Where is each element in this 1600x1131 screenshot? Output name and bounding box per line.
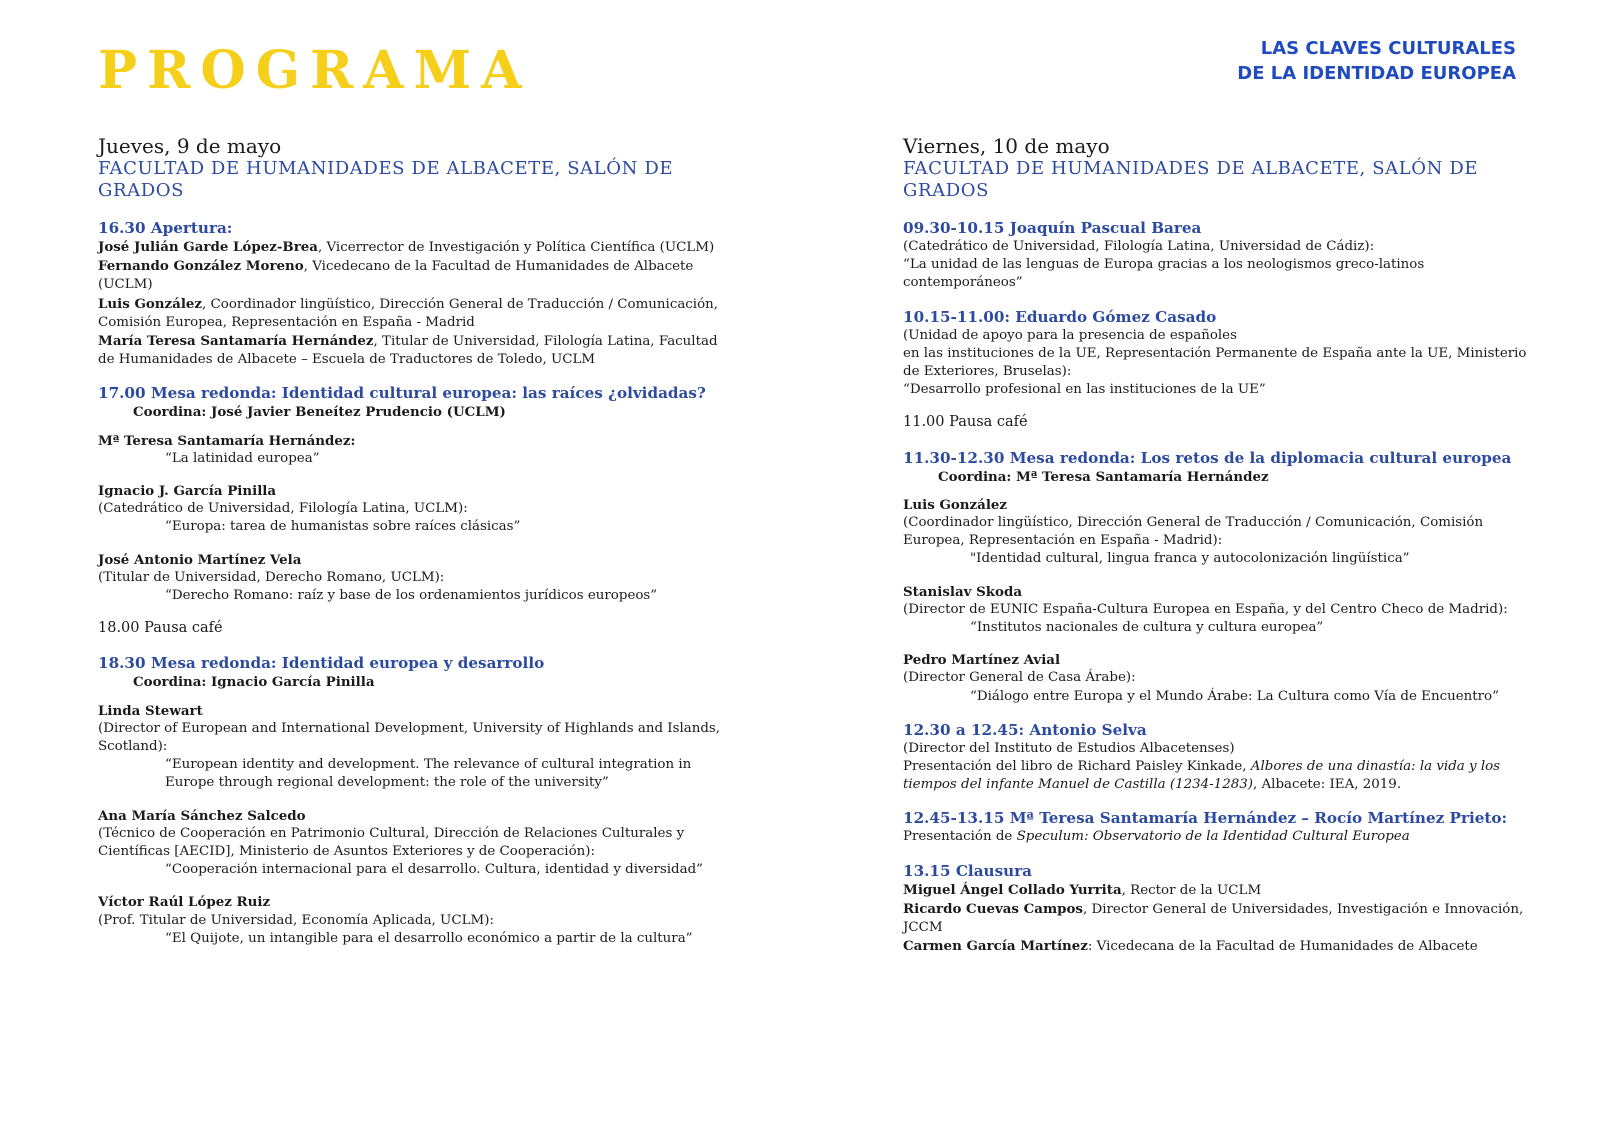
talk-title: “Institutos nacionales de cultura y cultura europea” xyxy=(970,620,1324,636)
speaker-affiliation: (Catedrático de Universidad, Filología Latina, Universidad de Cádiz): xyxy=(903,239,1375,254)
talk-item xyxy=(903,651,1538,706)
talk-title: “Europa: tarea de humanistas sobre raíces clásicas” xyxy=(165,519,521,535)
speaker-affiliation: (Director del Instituto de Estudios Albacetenses) xyxy=(903,740,1235,756)
talk-item xyxy=(98,482,738,537)
talk-item xyxy=(903,583,1538,638)
apertura-person xyxy=(98,332,738,369)
session-item xyxy=(903,307,1538,400)
mesa1-coordinator: Coordina: José Javier Beneítez Prudencio (UCLM) xyxy=(133,404,506,421)
session-item xyxy=(903,218,1538,293)
clausura-section xyxy=(903,861,1538,957)
work-title: Speculum: Observatorio de la Identidad Cultural Europea xyxy=(1016,829,1410,845)
talk-title: “La latinidad europea” xyxy=(165,450,320,466)
apertura-person xyxy=(98,257,738,294)
talk-title: “Desarrollo profesional en las instituciones de la UE” xyxy=(903,382,1266,398)
speaker-affiliation: (Coordinador lingüístico, Dirección General de Traducción / Comunicación, Comisión Europea, Representación en España - Madrid): xyxy=(903,515,1484,549)
speaker-name: Pedro Martínez Avial xyxy=(903,652,1061,669)
session-heading: 12.30 a 12.45: Antonio Selva xyxy=(903,720,1147,739)
clausura-person xyxy=(903,937,1538,956)
clausura-person xyxy=(903,900,1538,937)
session-heading: 09.30-10.15 Joaquín Pascual Barea xyxy=(903,219,1202,237)
person-role: , Vicerrector de Investigación y Política Científica (UCLM) xyxy=(317,240,715,255)
talk-item xyxy=(98,807,738,880)
speaker-affiliation: (Director of European and International Development, University of Highlands and Islands, Scotland): xyxy=(98,720,721,755)
session-heading: 12.45-13.15 Mª Teresa Santamaría Hernández – Rocío Martínez Prieto: xyxy=(903,809,1508,828)
apertura-person xyxy=(98,295,738,332)
speaker-affiliation: (Director General de Casa Árabe): xyxy=(903,670,1136,686)
person-name: Ricardo Cuevas Campos xyxy=(903,900,1083,917)
day2-venue: FACULTAD DE HUMANIDADES DE ALBACETE, SALÓN DE GRADOS xyxy=(903,158,1479,201)
person-name: Miguel Ángel Collado Yurrita xyxy=(903,881,1122,898)
person-role: , Vicedecano de la Facultad de Humanidades de Albacete (UCLM) xyxy=(98,259,694,293)
speaker-affiliation: (Catedrático de Universidad, Filología Latina, UCLM): xyxy=(98,501,468,517)
apertura-heading: 16.30 Apertura: xyxy=(98,219,233,237)
day2-column xyxy=(903,134,1538,970)
clausura-heading: 13.15 Clausura xyxy=(903,861,1033,880)
talk-title: "Identidad cultural, lingua franca y autocolonización lingüística” xyxy=(970,551,1410,567)
talk-title: “La unidad de las lenguas de Europa gracias a los neologismos greco-latinos contemporáneos” xyxy=(903,257,1425,291)
talk-title: “Derecho Romano: raíz y base de los ordenamientos jurídicos europeos” xyxy=(165,588,658,604)
page-title: PROGRAMA xyxy=(98,40,532,101)
presentation-prefix: Presentación de xyxy=(903,829,1017,845)
clausura-person xyxy=(903,881,1538,900)
person-name: Fernando González Moreno xyxy=(98,258,304,275)
presentation-suffix: , Albacete: IEA, 2019. xyxy=(1252,777,1402,793)
person-role: , Coordinador lingüístico, Dirección General de Traducción / Comunicación, Comisión Europea, Representación en España - Madrid xyxy=(98,296,719,330)
day1-column xyxy=(98,134,738,962)
speaker-name: Víctor Raúl López Ruiz xyxy=(98,894,271,911)
talk-item xyxy=(98,702,738,793)
talk-item xyxy=(98,551,738,606)
session-item xyxy=(903,720,1538,795)
person-name: José Julián Garde López-Brea xyxy=(98,239,318,255)
day2-date: Viernes, 10 de mayo xyxy=(903,134,1110,158)
speaker-affiliation: (Unidad de apoyo para la presencia de españoles xyxy=(903,327,1237,343)
person-role: , Director General de Universidades, Investigación e Innovación, JCCM xyxy=(903,901,1524,936)
person-name: María Teresa Santamaría Hernández xyxy=(98,333,374,350)
person-role: , Rector de la UCLM xyxy=(1121,882,1262,898)
talk-item xyxy=(98,432,738,468)
mesa3-coordinator: Coordina: Mª Teresa Santamaría Hernández xyxy=(938,468,1269,485)
speaker-affiliation: (Director de EUNIC España-Cultura Europea en España, y del Centro Checo de Madrid): xyxy=(903,601,1508,617)
speaker-affiliation: (Prof. Titular de Universidad, Economía Aplicada, UCLM): xyxy=(98,912,494,928)
apertura-section xyxy=(98,218,738,369)
speaker-name: Mª Teresa Santamaría Hernández: xyxy=(98,432,356,449)
mesa2-section xyxy=(98,653,738,948)
talk-title: “Cooperación internacional para el desarrollo. Cultura, identidad y diversidad” xyxy=(165,862,704,878)
mesa1-heading: 17.00 Mesa redonda: Identidad cultural europea: las raíces ¿olvidadas? xyxy=(98,384,706,403)
speaker-affiliation: (Titular de Universidad, Derecho Romano, UCLM): xyxy=(98,569,445,585)
session-item xyxy=(903,808,1538,846)
mesa2-heading: 18.30 Mesa redonda: Identidad europea y desarrollo xyxy=(98,654,545,673)
brand-line-1: LAS CLAVES CULTURALES xyxy=(1260,38,1516,59)
mesa3-heading: 11.30-12.30 Mesa redonda: Los retos de la diplomacia cultural europea xyxy=(903,448,1512,467)
speaker-affiliation: (Técnico de Cooperación en Patrimonio Cultural, Dirección de Relaciones Culturales y Científicas [AECID], Ministerio de Asuntos Exteriores y de Cooperación): xyxy=(98,825,685,860)
person-role: : Vicedecana de la Facultad de Humanidades de Albacete xyxy=(1087,939,1478,955)
speaker-name: Ignacio J. García Pinilla xyxy=(98,483,277,500)
event-brand xyxy=(1237,36,1516,86)
speaker-name: Stanislav Skoda xyxy=(903,583,1023,600)
talk-title: “Diálogo entre Europa y el Mundo Árabe: La Cultura como Vía de Encuentro” xyxy=(970,688,1499,704)
person-name: Carmen García Martínez xyxy=(903,938,1088,955)
talk-title: “European identity and development. The relevance of cultural integration in Europe through regional development: the role of the university” xyxy=(165,757,692,791)
apertura-person xyxy=(98,238,738,257)
session-heading: 10.15-11.00: Eduardo Gómez Casado xyxy=(903,307,1217,326)
mesa1-section xyxy=(98,383,738,605)
speaker-affiliation-cont: en las instituciones de la UE, Representación Permanente de España ante la UE, Ministerio de Exteriores, Bruselas): xyxy=(903,345,1527,380)
person-name: Luis González xyxy=(98,295,203,312)
talk-item xyxy=(903,496,1538,569)
speaker-name: Linda Stewart xyxy=(98,702,203,719)
speaker-name: Ana María Sánchez Salcedo xyxy=(98,807,306,824)
presentation-prefix: Presentación del libro de Richard Paisley Kinkade, xyxy=(903,759,1251,775)
book-presentation xyxy=(903,758,1538,794)
mesa2-coordinator: Coordina: Ignacio García Pinilla xyxy=(133,674,375,691)
speaker-name: Luis González xyxy=(903,496,1008,513)
brand-line-2: DE LA IDENTIDAD EUROPEA xyxy=(1237,63,1516,84)
day1-venue: FACULTAD DE HUMANIDADES DE ALBACETE, SALÓN DE GRADOS xyxy=(98,158,674,201)
person-role: , Titular de Universidad, Filología Latina, Facultad de Humanidades de Albacete – Escuela de Traductores de Toledo, UCLM xyxy=(98,334,718,368)
pausa-cafe: 18.00 Pausa café xyxy=(98,620,223,637)
pausa-cafe: 11.00 Pausa café xyxy=(903,414,1028,431)
work-presentation xyxy=(903,828,1538,846)
speaker-name: José Antonio Martínez Vela xyxy=(98,551,302,568)
talk-item xyxy=(98,893,738,948)
talk-title: “El Quijote, un intangible para el desarrollo económico a partir de la cultura” xyxy=(165,930,693,946)
book-title: Albores de una dinastía: la vida y los tiempos del infante Manuel de Castilla (1234-1283) xyxy=(903,759,1501,793)
mesa3-section xyxy=(903,448,1538,706)
day1-date: Jueves, 9 de mayo xyxy=(98,134,282,158)
